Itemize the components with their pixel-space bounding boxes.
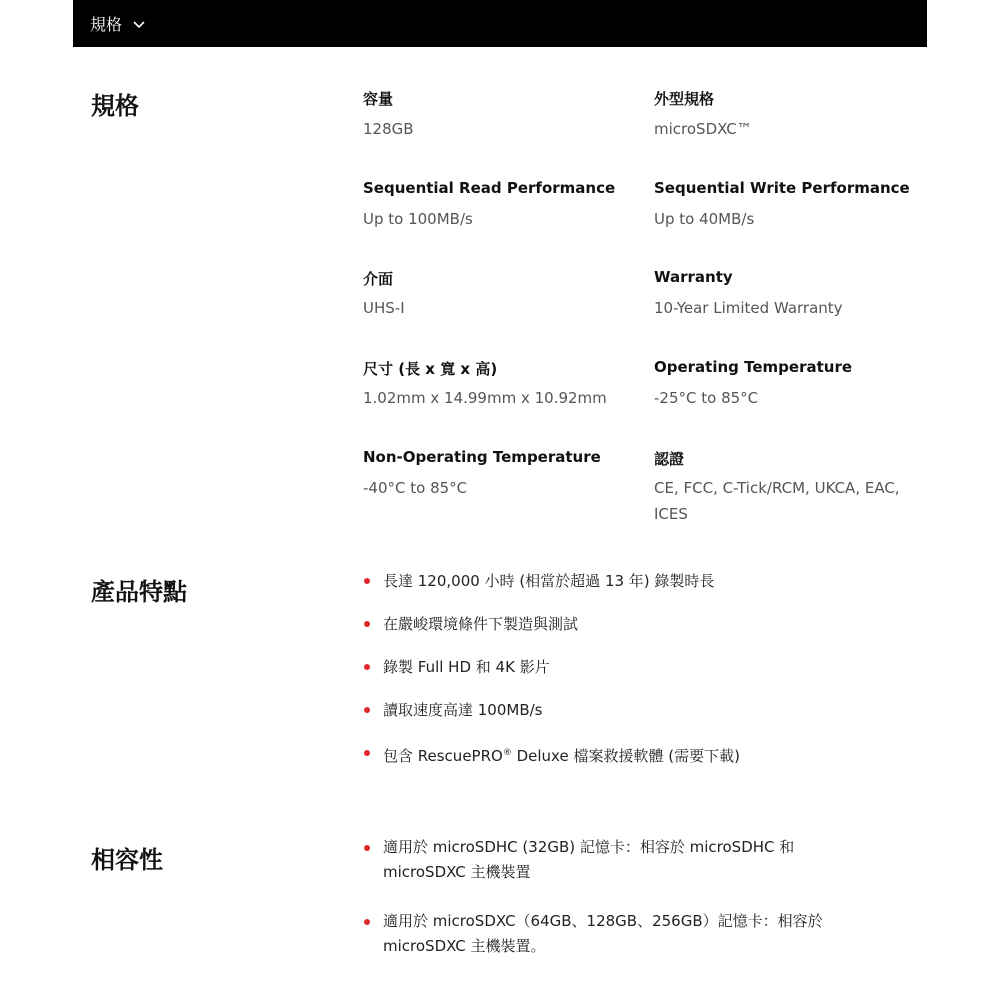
feature-text: 錄製 Full HD 和 4K 影片 [383, 658, 550, 676]
compat-section-title: 相容性 [91, 846, 163, 874]
compat-text: 適用於 microSDXC（64GB、128GB、256GB）記憶卡：相容於 microSDXC 主機裝置。 [383, 912, 823, 955]
spec-label: 外型規格 [654, 90, 715, 108]
specs-toggle-bar[interactable] [73, 0, 927, 47]
feature-text: 在嚴峻環境條件下製造與測試 [383, 615, 579, 633]
list-item [363, 656, 883, 678]
feature-text: 讀取速度高達 100MB/s [383, 701, 543, 719]
bullet-dot [364, 750, 370, 756]
spec-label: Non-Operating Temperature [363, 448, 601, 466]
list-item [363, 742, 883, 767]
bullet-dot [364, 919, 370, 925]
specs-toggle-label: 規格 [90, 15, 123, 34]
list-item [363, 570, 883, 592]
spec-label: Operating Temperature [654, 358, 853, 376]
feature-text-before: 包含 RescuePRO [383, 747, 503, 765]
bullet-dot [364, 664, 370, 670]
spec-label: 介面 [363, 270, 394, 288]
spec-label: Sequential Read Performance [363, 179, 616, 197]
bullet-dot [364, 621, 370, 627]
features-section-title: 產品特點 [91, 578, 187, 606]
spec-value: microSDXC™ [654, 120, 752, 138]
list-item [363, 835, 843, 885]
spec-label: 尺寸 (長 x 寬 x 高) [363, 360, 498, 378]
spec-label: 容量 [363, 90, 394, 108]
list-item [363, 699, 883, 721]
spec-value: -40°C to 85°C [363, 479, 468, 497]
bullet-dot [364, 845, 370, 851]
list-item [363, 909, 843, 959]
spec-label: Sequential Write Performance [654, 179, 910, 197]
bullet-dot [364, 707, 370, 713]
chevron-down-icon [132, 17, 146, 31]
list-item [363, 613, 883, 635]
bullet-dot [364, 578, 370, 584]
spec-value: Up to 100MB/s [363, 210, 473, 228]
compat-text: 適用於 microSDHC (32GB) 記憶卡：相容於 microSDHC 和 microSDXC 主機裝置 [383, 838, 795, 881]
spec-value: 10-Year Limited Warranty [654, 299, 843, 317]
spec-value: 128GB [363, 120, 414, 138]
spec-label: Warranty [654, 268, 733, 286]
feature-text-after: Deluxe 檔案救援軟體 (需要下載) [511, 747, 740, 765]
registered-mark: ® [502, 748, 512, 758]
features-list [363, 570, 883, 767]
spec-label: 認證 [654, 450, 685, 468]
spec-value: CE, FCC, C-Tick/RCM, UKCA, EAC, ICES [654, 479, 900, 523]
spec-value: UHS-I [363, 299, 405, 317]
spec-value: Up to 40MB/s [654, 210, 755, 228]
spec-value: -25°C to 85°C [654, 389, 759, 407]
spec-value: 1.02mm x 14.99mm x 10.92mm [363, 389, 607, 407]
specs-section-title: 規格 [91, 92, 139, 120]
compat-list [363, 835, 843, 959]
feature-text: 長達 120,000 小時 (相當於超過 13 年) 錄製時長 [383, 572, 715, 590]
